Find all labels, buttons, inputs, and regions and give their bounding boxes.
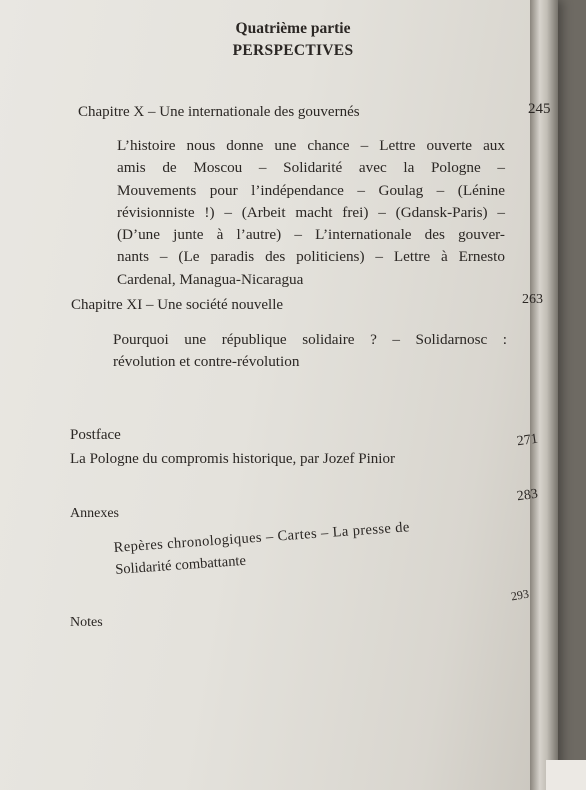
toc-line: révolution et contre-révolution [113,353,300,371]
toc-line: Repères chronologiques – Cartes – La presse de [113,519,411,556]
notes-title: Notes [70,615,103,630]
toc-line: Solidarité combattante [114,553,247,579]
chapter-xi-title: Chapitre XI – Une société nouvelle [71,297,284,313]
chapter-xi-description [113,329,507,374]
toc-line: Pourquoi une république solidaire ? – Solidarnosc : [113,331,507,348]
chapter-x-title: Chapitre X – Une internationale des gouvernés [78,104,360,120]
notes-page: 293 [509,586,530,604]
annexes-page: 283 [515,486,539,505]
toc-line: Mouvements pour l’indépendance – Goulag – (Lénine [117,181,505,199]
annexes-title: Annexes [70,506,119,521]
postface-title: Postface [70,427,121,443]
annexes-description [113,516,412,581]
toc-line: révisionniste !) – (Arbeit macht frei) – (Gdansk-Paris) – [117,203,505,221]
postface-subtitle: La Pologne du compromis historique, par Jozef Pinior [70,451,395,467]
toc-line: nants – (Le paradis des politiciens) – Lettre à Ernesto [117,248,505,266]
chapter-xi-page: 263 [522,292,543,307]
toc-line: Cardenal, Managua-Nicaragua [117,270,304,288]
chapter-x-page: 245 [528,101,551,117]
part-title: Quatrième partie [235,20,351,37]
page-edge [530,0,558,790]
background-surface [546,760,586,790]
toc-line: amis de Moscou – Solidarité avec la Pologne – [117,159,505,177]
section-title: PERSPECTIVES [232,42,354,59]
toc-line: L’histoire nous donne une chance – Lettre ouverte aux [117,137,505,154]
toc-line: (D’une junte à l’autre) – L’internationale des gouver- [117,226,505,244]
postface-page: 271 [515,431,539,450]
chapter-x-description [117,135,505,291]
